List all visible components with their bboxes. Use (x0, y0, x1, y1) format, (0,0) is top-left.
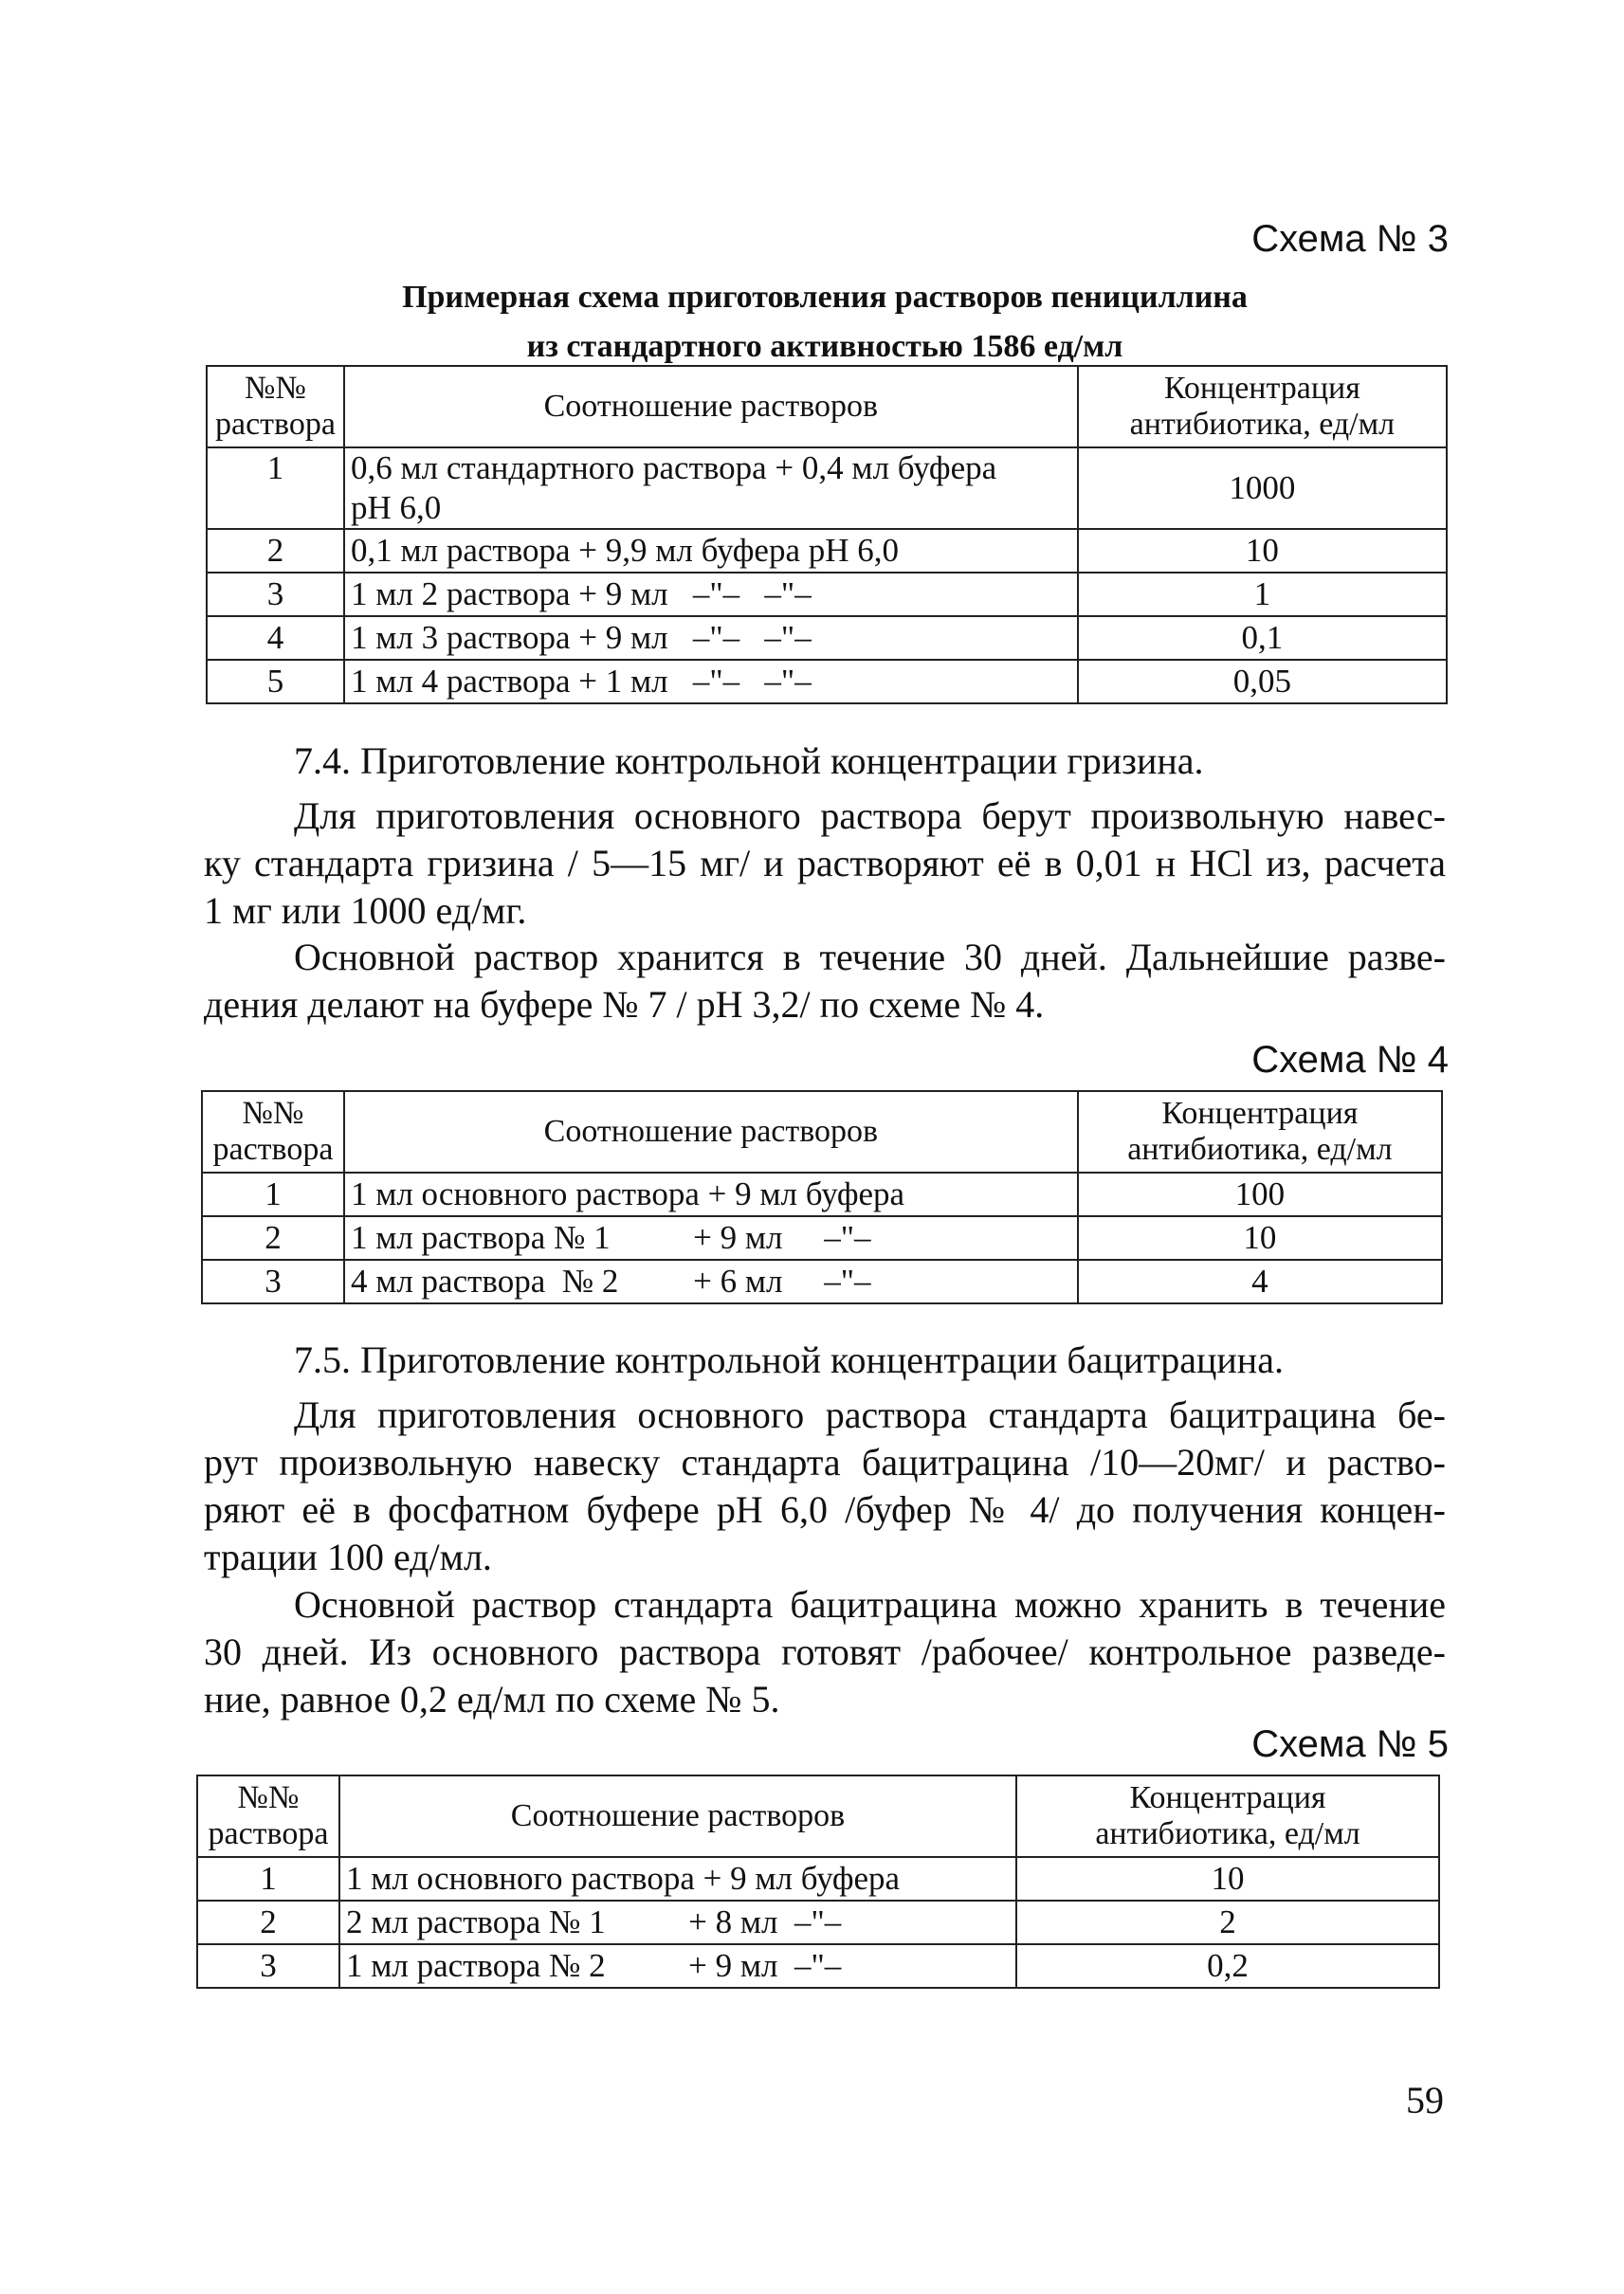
scheme-3-title-line2: из стандартного активностью 1586 ед/мл (526, 329, 1123, 364)
section-7-4-paragraph-2: Основной раствор хранится в течение 30 дней. Дальнейшие разве- дения делают на буфере № 7 / рН 3,2/ по схеме № 4. (204, 936, 1446, 1026)
header-conc: Концентрация антибиотика, ед/мл (1016, 1775, 1439, 1857)
scheme-3-title (204, 273, 1446, 372)
row-num: 1 (207, 447, 344, 529)
table-row (207, 660, 1447, 703)
row-ratio: 2 мл раствора № 1 + 8 мл –"– (339, 1901, 1016, 1944)
section-7-4-paragraph-1: Для приготовления основного раствора берут произвольную навес- ку стандарта гризина / 5—15 мг/ и растворяют её в 0,01 н HCl из, расчета 1 мг или 1000 ед/мг. (204, 794, 1447, 932)
section-7-5-paragraph-1: Для приготовления основного раствора стандарта бацитрацина бе- рут произвольную навеску стандарта бацитрацина /10—20мг/ и раство- ряют её в фосфатном буфере рН 6,0 /буфер № 4/ до получения концен- трации 100 ед/мл. (204, 1393, 1446, 1578)
table-row (207, 573, 1447, 616)
header-num: №№ раствора (207, 366, 344, 447)
row-ratio: 4 мл раствора № 2 + 6 мл –"– (344, 1260, 1078, 1303)
header-num: №№ раствора (197, 1775, 339, 1857)
section-7-4-heading: 7.4. Приготовление контрольной концентрации гризина. (294, 739, 1204, 782)
scheme-5-table (196, 1775, 1440, 1989)
scheme-4-table (201, 1090, 1443, 1304)
table-header-row (197, 1775, 1439, 1857)
table-row (207, 529, 1447, 573)
table-header-row (202, 1091, 1442, 1173)
table-row (202, 1173, 1442, 1216)
row-num: 3 (202, 1260, 344, 1303)
table-row (207, 616, 1447, 660)
table-row (197, 1857, 1439, 1901)
header-conc: Концентрация антибиотика, ед/мл (1078, 1091, 1442, 1173)
table-row (197, 1901, 1439, 1944)
row-ratio: 1 мл 4 раствора + 1 мл –"– –"– (344, 660, 1078, 703)
table-row (207, 447, 1447, 529)
row-conc: 1 (1078, 573, 1447, 616)
row-conc: 0,2 (1016, 1944, 1439, 1988)
table-row (197, 1944, 1439, 1988)
row-num: 3 (207, 573, 344, 616)
row-ratio: 1 мл основного раствора + 9 мл буфера (344, 1173, 1078, 1216)
row-ratio: 1 мл 2 раствора + 9 мл –"– –"– (344, 573, 1078, 616)
row-ratio: 0,6 мл стандартного раствора + 0,4 мл буфера рН 6,0 (344, 447, 1078, 529)
table-row (202, 1260, 1442, 1303)
row-conc: 4 (1078, 1260, 1442, 1303)
row-num: 3 (197, 1944, 339, 1988)
scheme-3-label: Схема № 3 (1251, 218, 1449, 260)
row-ratio: 0,1 мл раствора + 9,9 мл буфера рН 6,0 (344, 529, 1078, 573)
row-ratio: 1 мл основного раствора + 9 мл буфера (339, 1857, 1016, 1901)
table-header-row (207, 366, 1447, 447)
row-conc: 10 (1078, 1216, 1442, 1260)
row-ratio: 1 мл раствора № 1 + 9 мл –"– (344, 1216, 1078, 1260)
row-num: 2 (202, 1216, 344, 1260)
scheme-3-table (206, 365, 1448, 704)
scheme-5-label: Схема № 5 (1251, 1723, 1449, 1765)
row-conc: 10 (1016, 1857, 1439, 1901)
row-num: 5 (207, 660, 344, 703)
row-ratio: 1 мл 3 раствора + 9 мл –"– –"– (344, 616, 1078, 660)
row-conc: 0,1 (1078, 616, 1447, 660)
row-conc: 1000 (1078, 447, 1447, 529)
header-num: №№ раствора (202, 1091, 344, 1173)
table-row (202, 1216, 1442, 1260)
header-ratio: Соотношение растворов (339, 1775, 1016, 1857)
row-conc: 10 (1078, 529, 1447, 573)
header-conc: Концентрация антибиотика, ед/мл (1078, 366, 1447, 447)
section-7-5-heading: 7.5. Приготовление контрольной концентрации бацитрацина. (294, 1338, 1284, 1381)
row-num: 4 (207, 616, 344, 660)
row-conc: 100 (1078, 1173, 1442, 1216)
row-num: 1 (197, 1857, 339, 1901)
row-num: 2 (197, 1901, 339, 1944)
row-num: 2 (207, 529, 344, 573)
scheme-4-label: Схема № 4 (1251, 1039, 1449, 1081)
row-num: 1 (202, 1173, 344, 1216)
row-ratio: 1 мл раствора № 2 + 9 мл –"– (339, 1944, 1016, 1988)
page-number: 59 (1406, 2079, 1444, 2121)
header-ratio: Соотношение растворов (344, 366, 1078, 447)
section-7-5-paragraph-2: Основной раствор стандарта бацитрацина можно хранить в течение 30 дней. Из основного раствора готовят /рабочее/ контрольное разведе- ние, равное 0,2 ед/мл по схеме № 5. (204, 1583, 1446, 1720)
row-conc: 2 (1016, 1901, 1439, 1944)
scheme-3-title-line1: Примерная схема приготовления растворов пенициллина (402, 280, 1248, 315)
row-conc: 0,05 (1078, 660, 1447, 703)
header-ratio: Соотношение растворов (344, 1091, 1078, 1173)
